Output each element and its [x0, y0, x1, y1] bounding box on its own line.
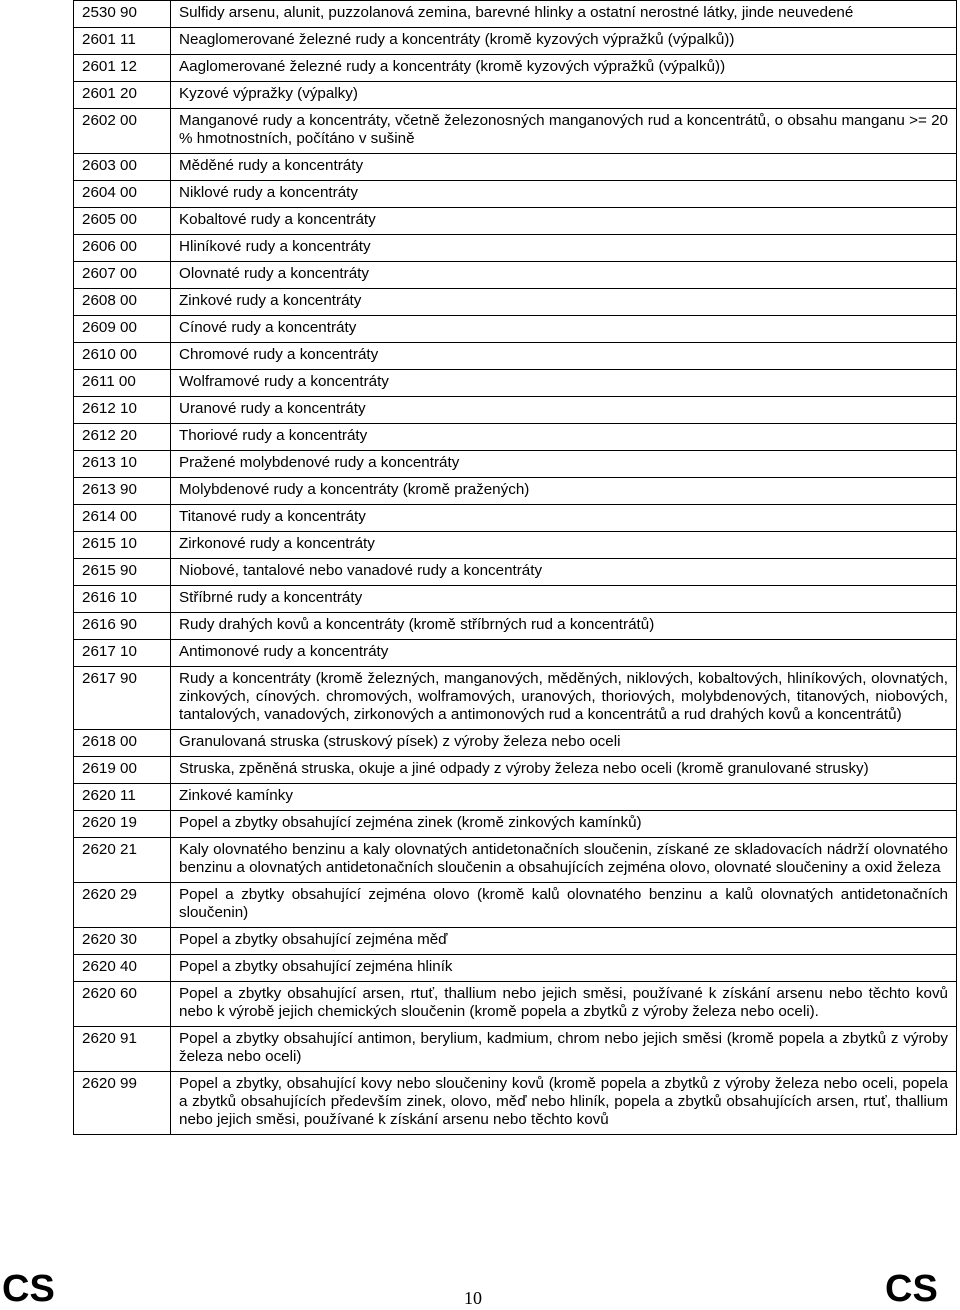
description-cell: Pražené molybdenové rudy a koncentráty: [171, 451, 957, 478]
table-row: [74, 811, 957, 838]
code-cell: 2617 10: [74, 640, 171, 667]
description-cell: Niklové rudy a koncentráty: [171, 181, 957, 208]
description-cell: Popel a zbytky, obsahující kovy nebo sloučeniny kovů (kromě popela a zbytků z výroby železa nebo oceli, popela a zbytků obsahujících především zinek, olovo, měď nebo hliník, popela a zbytků obsahujících arsen, rtuť, thallium nebo jejich směsi, používané k získání arsenu nebo těchto kovů: [171, 1072, 957, 1135]
description-cell: Popel a zbytky obsahující zejména zinek (kromě zinkových kamínků): [171, 811, 957, 838]
description-cell: Wolframové rudy a koncentráty: [171, 370, 957, 397]
table-row: [74, 1027, 957, 1072]
description-cell: Kobaltové rudy a koncentráty: [171, 208, 957, 235]
code-cell: 2615 10: [74, 532, 171, 559]
table-row: [74, 343, 957, 370]
code-cell: 2620 99: [74, 1072, 171, 1135]
table-row: [74, 955, 957, 982]
description-cell: Chromové rudy a koncentráty: [171, 343, 957, 370]
table-row: [74, 928, 957, 955]
table-row: [74, 262, 957, 289]
code-cell: 2612 20: [74, 424, 171, 451]
code-cell: 2607 00: [74, 262, 171, 289]
product-code-table: [73, 0, 957, 1135]
description-cell: Struska, zpěněná struska, okuje a jiné odpady z výroby železa nebo oceli (kromě granulované strusky): [171, 757, 957, 784]
description-cell: Popel a zbytky obsahující zejména olovo (kromě kalů olovnatého benzinu a kalů olovnatých antidetonačních sloučenin): [171, 883, 957, 928]
code-cell: 2620 30: [74, 928, 171, 955]
code-cell: 2601 20: [74, 82, 171, 109]
table-row: [74, 982, 957, 1027]
description-cell: Popel a zbytky obsahující arsen, rtuť, thallium nebo jejich směsi, používané k získání arsenu nebo těchto kovů nebo k výrobě jejich chemických sloučenin (kromě popela a zbytků z výroby železa nebo oceli).: [171, 982, 957, 1027]
description-cell: Kaly olovnatého benzinu a kaly olovnatých antidetonačních sloučenin, získané ze skladovacích nádrží olovnatého benzinu a olovnatých antidetonačních sloučenin a obsahujících zejména olovo, olovnaté sloučeniny a oxid železa: [171, 838, 957, 883]
table-row: [74, 1, 957, 28]
description-cell: Rudy drahých kovů a koncentráty (kromě stříbrných rud a koncentrátů): [171, 613, 957, 640]
description-cell: Molybdenové rudy a koncentráty (kromě pražených): [171, 478, 957, 505]
table-row: [74, 208, 957, 235]
footer-language-left: CS: [2, 1268, 55, 1310]
code-cell: 2617 90: [74, 667, 171, 730]
page-number: 10: [464, 1288, 482, 1308]
description-cell: Sulfidy arsenu, alunit, puzzolanová zemina, barevné hlinky a ostatní nerostné látky, jinde neuvedené: [171, 1, 957, 28]
description-cell: Zinkové rudy a koncentráty: [171, 289, 957, 316]
table-row: [74, 154, 957, 181]
code-cell: 2620 29: [74, 883, 171, 928]
table-row: [74, 559, 957, 586]
description-cell: Antimonové rudy a koncentráty: [171, 640, 957, 667]
code-cell: 2614 00: [74, 505, 171, 532]
table-row: [74, 370, 957, 397]
code-cell: 2619 00: [74, 757, 171, 784]
code-cell: 2613 90: [74, 478, 171, 505]
code-cell: 2620 21: [74, 838, 171, 883]
code-cell: 2606 00: [74, 235, 171, 262]
description-cell: Neaglomerované železné rudy a koncentráty (kromě kyzových výpražků (výpalků)): [171, 28, 957, 55]
code-cell: 2603 00: [74, 154, 171, 181]
description-cell: Rudy a koncentráty (kromě železných, manganových, měděných, niklových, kobaltových, hliníkových, olovnatých, zinkových, cínových. chromových, wolframových, uranových, thoriových, molybdenových, titanových, niobových, tantalových, vanadových, zirkonových a antimonových rud a koncentrátů a rud drahých kovů a koncentrátů): [171, 667, 957, 730]
table-row: [74, 757, 957, 784]
code-cell: 2620 60: [74, 982, 171, 1027]
code-cell: 2620 11: [74, 784, 171, 811]
description-cell: Olovnaté rudy a koncentráty: [171, 262, 957, 289]
code-cell: 2602 00: [74, 109, 171, 154]
code-cell: 2618 00: [74, 730, 171, 757]
description-cell: Thoriové rudy a koncentráty: [171, 424, 957, 451]
description-cell: Uranové rudy a koncentráty: [171, 397, 957, 424]
table-row: [74, 784, 957, 811]
table-row: [74, 424, 957, 451]
table-row: [74, 28, 957, 55]
table-row: [74, 109, 957, 154]
table-row: [74, 640, 957, 667]
code-cell: 2609 00: [74, 316, 171, 343]
code-cell: 2612 10: [74, 397, 171, 424]
code-cell: 2605 00: [74, 208, 171, 235]
code-cell: 2601 12: [74, 55, 171, 82]
table-row: [74, 532, 957, 559]
code-cell: 2604 00: [74, 181, 171, 208]
description-cell: Stříbrné rudy a koncentráty: [171, 586, 957, 613]
description-cell: Niobové, tantalové nebo vanadové rudy a koncentráty: [171, 559, 957, 586]
description-cell: Manganové rudy a koncentráty, včetně železonosných manganových rud a koncentrátů, o obsahu manganu >= 20 % hmotnostních, počítáno v sušině: [171, 109, 957, 154]
table-row: [74, 289, 957, 316]
description-cell: Měděné rudy a koncentráty: [171, 154, 957, 181]
description-cell: Hliníkové rudy a koncentráty: [171, 235, 957, 262]
code-cell: 2611 00: [74, 370, 171, 397]
table-body: [74, 1, 957, 1135]
table-row: [74, 397, 957, 424]
description-cell: Cínové rudy a koncentráty: [171, 316, 957, 343]
description-cell: Popel a zbytky obsahující zejména hliník: [171, 955, 957, 982]
table-row: [74, 316, 957, 343]
code-cell: 2608 00: [74, 289, 171, 316]
table-row: [74, 1072, 957, 1135]
description-cell: Zinkové kamínky: [171, 784, 957, 811]
description-cell: Popel a zbytky obsahující antimon, berylium, kadmium, chrom nebo jejich směsi (kromě popela a zbytků z výroby železa nebo oceli): [171, 1027, 957, 1072]
code-cell: 2616 90: [74, 613, 171, 640]
table-row: [74, 667, 957, 730]
table-row: [74, 181, 957, 208]
description-cell: Aaglomerované železné rudy a koncentráty (kromě kyzových výpražků (výpalků)): [171, 55, 957, 82]
description-cell: Zirkonové rudy a koncentráty: [171, 532, 957, 559]
code-cell: 2615 90: [74, 559, 171, 586]
table-row: [74, 82, 957, 109]
code-cell: 2610 00: [74, 343, 171, 370]
code-cell: 2601 11: [74, 28, 171, 55]
code-cell: 2620 40: [74, 955, 171, 982]
footer-language-right: CS: [885, 1268, 938, 1310]
table-row: [74, 883, 957, 928]
code-cell: 2620 91: [74, 1027, 171, 1072]
description-cell: Kyzové výpražky (výpalky): [171, 82, 957, 109]
code-cell: 2530 90: [74, 1, 171, 28]
table-row: [74, 838, 957, 883]
code-cell: 2613 10: [74, 451, 171, 478]
table-row: [74, 235, 957, 262]
table-row: [74, 586, 957, 613]
code-cell: 2616 10: [74, 586, 171, 613]
description-cell: Granulovaná struska (struskový písek) z výroby železa nebo oceli: [171, 730, 957, 757]
table-row: [74, 505, 957, 532]
table-row: [74, 478, 957, 505]
table-row: [74, 55, 957, 82]
code-cell: 2620 19: [74, 811, 171, 838]
table-row: [74, 451, 957, 478]
description-cell: Popel a zbytky obsahující zejména měď: [171, 928, 957, 955]
table-row: [74, 613, 957, 640]
table-row: [74, 730, 957, 757]
description-cell: Titanové rudy a koncentráty: [171, 505, 957, 532]
